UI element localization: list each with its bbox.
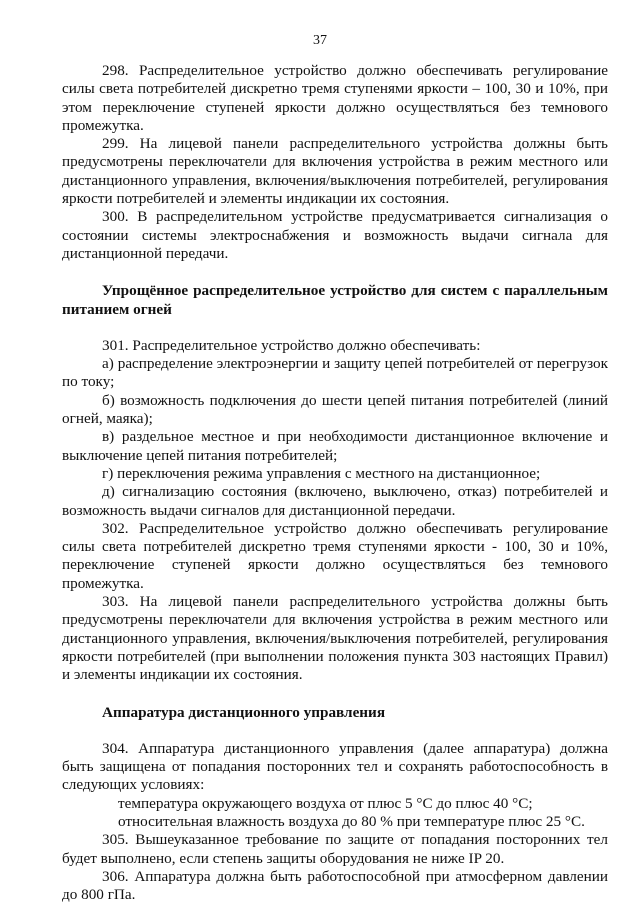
paragraph-301: 301. Распределительное устройство должно обеспечивать: bbox=[102, 336, 481, 354]
paragraph-299: 299. На лицевой панели распределительного устройства должны быть предусмотрены переключатели для включения устройства в режим местного или дистанционного управления, включения/выключения потребителей, регулирования яркости потребителей и элементы индикации их состояния. bbox=[62, 135, 608, 208]
section-spacer bbox=[62, 319, 608, 337]
list-item-g: г) переключения режима управления с местного на дистанционное; bbox=[102, 464, 541, 482]
paragraph-302: 302. Распределительное устройство должно обеспечивать регулирование силы света потребителей дискретно тремя ступенями яркости - 100, 30 и 10%, переключение ступеней яркости должно осуществляться без темнового промежутка. bbox=[62, 519, 608, 592]
page-number: 37 bbox=[313, 33, 327, 48]
section-spacer bbox=[62, 263, 608, 282]
section-spacer bbox=[62, 685, 608, 704]
paragraph-306: 306. Аппаратура должна быть работоспособной при атмосферном давлении до 800 гПа. bbox=[62, 867, 608, 904]
paragraph-298: 298. Распределительное устройство должно обеспечивать регулирование силы света потребителей дискретно тремя ступенями яркости – 100, 30 и 10%, при этом переключение ступеней яркости должно осуществляться без темнового промежутка. bbox=[62, 62, 608, 134]
section-heading-simplified-distribution: Упрощённое распределительное устройство для систем с параллельным питанием огней bbox=[62, 282, 608, 318]
condition-humidity: относительная влажность воздуха до 80 % при температуре плюс 25 °C. bbox=[118, 812, 585, 830]
list-item-a: а) распределение электроэнергии и защиту цепей потребителей от перегрузок по току; bbox=[62, 355, 608, 391]
section-heading-remote-control: Аппаратура дистанционного управления bbox=[102, 703, 386, 721]
section-spacer bbox=[62, 722, 608, 740]
document-body bbox=[62, 62, 608, 904]
paragraph-300: 300. В распределительном устройстве предусматривается сигнализация о состоянии системы электроснабжения и возможность выдачи сигнала для дистанционной передачи. bbox=[62, 208, 608, 262]
list-item-d: д) сигнализацию состояния (включено, выключено, отказ) потребителей и возможность выдачи сигналов для дистанционной передачи. bbox=[62, 483, 608, 519]
condition-temperature: температура окружающего воздуха от плюс 5 °C до плюс 40 °C; bbox=[118, 794, 533, 812]
paragraph-304: 304. Аппаратура дистанционного управления (далее аппаратура) должна быть защищена от попадания посторонних тел и сохранять работоспособность в следующих условиях: bbox=[62, 739, 608, 794]
paragraph-303: 303. На лицевой панели распределительного устройства должны быть предусмотрены переключатели для включения устройства в режим местного или дистанционного управления, включения/выключения потребителей, регулирования яркости потребителей (при выполнении положения пункта 303 настоящих Правил) и элементы индикации их состояния. bbox=[62, 593, 608, 684]
list-item-b: б) возможность подключения до шести цепей питания потребителей (линий огней, маяка); bbox=[62, 391, 608, 428]
list-item-v: в) раздельное местное и при необходимости дистанционное включение и выключение цепей питания потребителей; bbox=[62, 428, 608, 464]
paragraph-305: 305. Вышеуказанное требование по защите от попадания посторонних тел будет выполнено, если степень защиты оборудования не ниже IP 20. bbox=[62, 831, 608, 867]
